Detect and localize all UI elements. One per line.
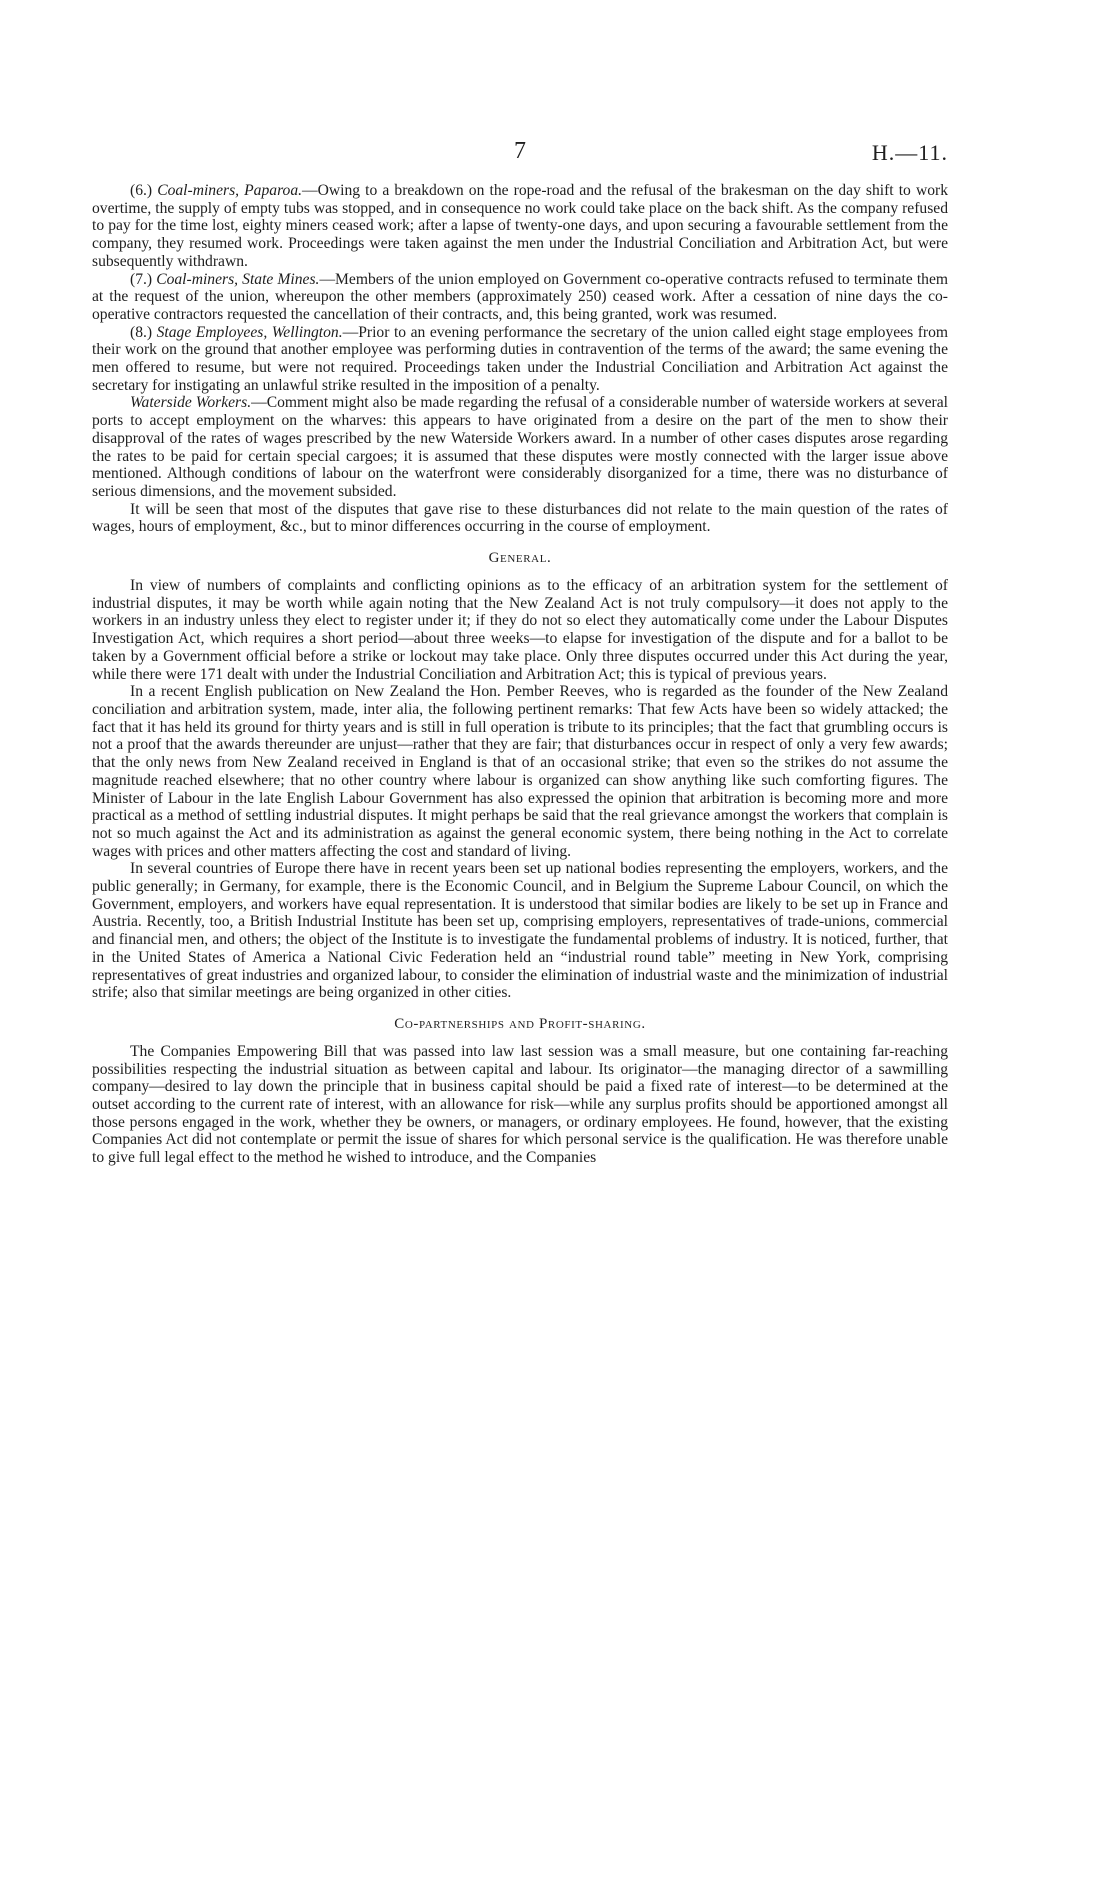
paragraph-number: (8.) (130, 323, 157, 341)
paragraph-text: —Comment might also be made regarding the refusal of a considerable number of waterside workers at several ports to accept employment on the wharves: this appears to have originated from a desire on the part of the men to show their disapproval of the rates of wages prescribed by the new Waterside Workers award. In a number of other cases disputes arose regarding the rates to be paid for certain special cargoes; it is assumed that these disputes were mostly connected with the larger issue above mentioned. Although conditions of labour on the waterfront were considerably disorganized for a time, there was no disturbance of serious dimensions, and the movement subsided. (92, 394, 948, 500)
page-header (92, 138, 948, 168)
paragraph-text: —Owing to a breakdown on the rope-road and the refusal of the brakesman on the day shift to work overtime, the supply of empty tubs was stopped, and in consequence no work could take place on the back shift. As the company refused to pay for the time lost, eighty miners ceased work; after a lapse of twenty-one days, and upon securing a favourable settlement from the company, they resumed work. Proceedings were taken against the men under the Industrial Conciliation and Arbitration Act, but were subsequently withdrawn. (92, 182, 948, 270)
section-heading-co-partnerships: Co-partnerships and Profit-sharing. (394, 1015, 646, 1032)
paragraph-lead: Coal-miners, State Mines. (156, 270, 320, 288)
paragraph-lead: Waterside Workers. (130, 394, 252, 412)
paragraph-coal-miners-paparoa (92, 182, 948, 271)
paragraph-co-partnerships-1: The Companies Empowering Bill that was passed into law last session was a small measure, but one containing far-reaching possibilities respecting the industrial situation as between capital and labour. Its originator—the managing director of a sawmilling company—desired to lay down the principle that in business capital should be paid a fixed rate of interest—to be determined at the outset according to the current rate of interest, with an allowance for risk—while any surplus profits should be apportioned amongst all those persons engaged in the work, whether they be owners, or managers, or ordinary employees. He found, however, that the existing Companies Act did not contemplate or permit the issue of shares for which personal service is the qualification. He was therefore unable to give full legal effect to the method he wished to introduce, and the Companies (92, 1042, 948, 1167)
paragraph-waterside-workers (92, 394, 948, 500)
paragraph-stage-employees (92, 324, 948, 395)
paragraph-general-1: In view of numbers of complaints and conflicting opinions as to the efficacy of an arbitration system for the settlement of industrial disputes, it may be worth while again noting that the New Zealand Act is not truly compulsory—it does not apply to the workers in an industry unless they elect to register under it; if they do not so elect they automatically come under the Labour Disputes Investigation Act, which requires a short period—about three weeks—to elapse for investigation of the dispute and for a ballot to be taken by a Government official before a strike or lockout may take place. Only three disputes occurred under this Act during the year, while there were 171 dealt with under the Industrial Conciliation and Arbitration Act; this is typical of previous years. (92, 577, 948, 683)
paragraph-lead: Coal-miners, Paparoa. (157, 182, 303, 199)
paragraph-number: (6.) (130, 182, 158, 199)
paragraph-disputes-summary (92, 501, 948, 536)
page-body (92, 182, 948, 1167)
paragraph-general-3: In several countries of Europe there have in recent years been set up national bodies representing the employers, workers, and the public generally; in Germany, for example, there is the Economic Council, and in Belgium the Supreme Labour Council, on which the Government, employers, and workers have equal representation. It is understood that similar bodies are likely to be set up in France and Austria. Recently, too, a British Industrial Institute has been set up, comprising employers, representatives of trade-unions, commercial and financial men, and others; the object of the Institute is to investigate the fundamental problems of industry. It is noticed, further, that in the United States of America a National Civic Federation held an “industrial round table” meeting in New York, comprising representatives of great industries and organized labour, to consider the elimination of industrial waste and the minimization of industrial strife; also that similar meetings are being organized in other cities. (92, 860, 948, 1002)
section-heading-general: General. (488, 550, 552, 567)
paragraph-general-2: In a recent English publication on New Zealand the Hon. Pember Reeves, who is regarded as the founder of the New Zealand conciliation and arbitration system, made, inter alia, the following pertinent remarks: That few Acts have been so widely attacked; the fact that it has held its ground for thirty years and is still in full operation is tribute to its principles; that the fact that grumbling occurs is not a proof that the awards thereunder are unjust—rather that they are fair; that disturbances occur in respect of only a very few awards; that the only news from New Zealand received in England is that of an occasional strike; that even so the strikes do not assume the magnitude reached elsewhere; that no other country where labour is organized can show anything like such comforting figures. The Minister of Labour in the late English Labour Government has also expressed the opinion that arbitration is becoming more and more practical as a method of settling industrial disputes. It might perhaps be said that the real grievance amongst the workers that complain is not so much against the Act and its administration as against the general economic system, there being nothing in the Act to correlate wages with prices and other matters affecting the cost and standard of living. (92, 683, 948, 860)
paragraph-text: —Prior to an evening performance the secretary of the union called eight stage employees from their work on the ground that another employee was performing duties in contravention of the terms of the award; the same evening the men offered to resume, but were not required. Proceedings taken under the Industrial Conciliation and Arbitration Act against the secretary for instigating an unlawful strike resulted in the imposition of a penalty. (92, 323, 949, 394)
paragraph-number: (7.) (130, 270, 157, 288)
paragraph-text: —Members of the union employed on Government co-operative contracts refused to terminate them at the request of the union, whereupon the other members (approximately 250) ceased work. After a cessation of nine days the co-operative contractors requested the cancellation of their contracts, and, this being granted, work was resumed. (92, 270, 949, 323)
paragraph-coal-miners-state-mines (92, 271, 948, 324)
document-reference: H.—11. (871, 140, 948, 165)
paragraph-lead: Stage Employees, Wellington. (156, 323, 343, 341)
page-number: 7 (514, 138, 526, 164)
paragraph-text: It will be seen that most of the disputes that gave rise to these disturbances did not relate to the main question of the rates of wages, hours of employment, &c., but to minor differences occurring in the course of employment. (92, 500, 948, 536)
